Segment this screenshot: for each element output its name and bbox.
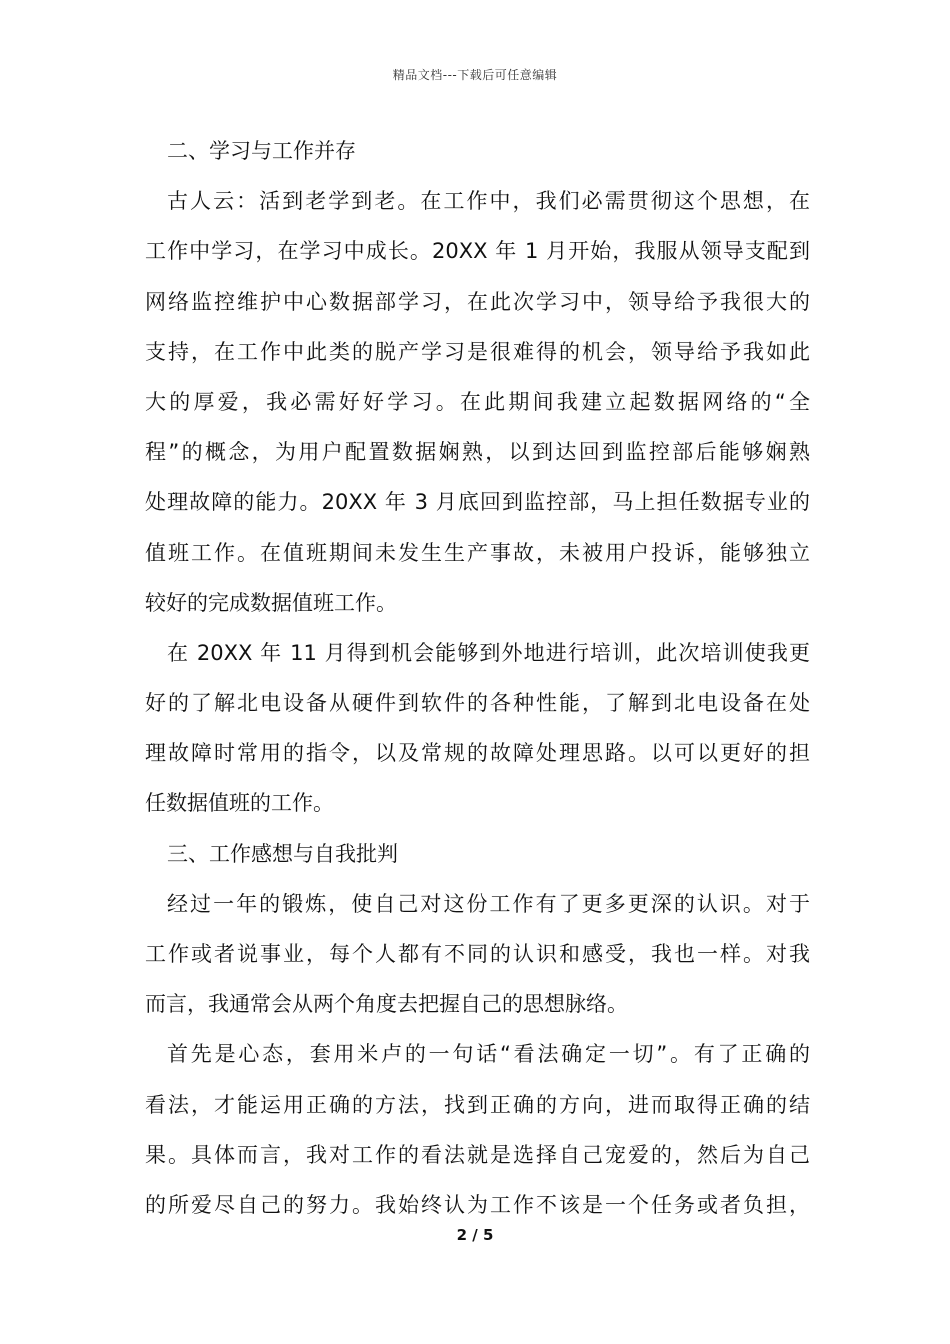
text-line: 工作中学习，在学习中成长。20XX 年 1 月开始，我服从领导支配到: [145, 239, 810, 264]
text-line: 首先是心态，套用米卢的一句话“看法确定一切”。有了正确的: [167, 1042, 810, 1067]
text-line: 较好的完成数据值班工作。: [145, 590, 397, 615]
text-line: 古人云：活到老学到老。在工作中，我们必需贯彻这个思想，在: [167, 189, 810, 214]
text-line: 二、学习与工作并存: [167, 139, 356, 163]
document-body: [145, 126, 810, 1230]
page-header: 精品文档---下载后可任意编辑: [392, 68, 558, 82]
text-line: 看法，才能运用正确的方法，找到正确的方向，进而取得正确的结: [145, 1092, 810, 1117]
text-line: 工作或者说事业，每个人都有不同的认识和感受，我也一样。对我: [145, 942, 810, 966]
text-line: 大的厚爱，我必需好好学习。在此期间我建立起数据网络的“全: [145, 389, 810, 414]
text-line: 理故障时常用的指令，以及常规的故障处理思路。以可以更好的担: [145, 741, 810, 766]
text-line: 三、工作感想与自我批判: [167, 841, 398, 866]
text-line: 处理故障的能力。20XX 年 3 月底回到监控部，马上担任数据专业的: [145, 490, 810, 515]
text-line: 经过一年的锻炼，使自己对这份工作有了更多更深的认识。对于: [167, 891, 810, 916]
text-line: 在 20XX 年 11 月得到机会能够到外地进行培训，此次培训使我更: [167, 640, 810, 665]
text-line: 网络监控维护中心数据部学习，在此次学习中，领导给予我很大的: [145, 289, 810, 314]
page-number: 2 / 5: [456, 1226, 494, 1244]
text-line: 好的了解北电设备从硬件到软件的各种性能，了解到北电设备在处: [145, 691, 810, 716]
text-line: 的所爱尽自己的努力。我始终认为工作不该是一个任务或者负担，: [145, 1192, 810, 1217]
text-line: 任数据值班的工作。: [145, 791, 334, 816]
text-line: 而言，我通常会从两个角度去把握自己的思想脉络。: [145, 992, 628, 1017]
text-line: 支持，在工作中此类的脱产学习是很难得的机会，领导给予我如此: [145, 339, 810, 364]
text-line: 值班工作。在值班期间未发生生产事故，未被用户投诉，能够独立: [145, 540, 810, 565]
text-line: 程”的概念，为用户配置数据娴熟，以到达回到监控部后能够娴熟: [145, 440, 810, 465]
text-line: 果。具体而言，我对工作的看法就是选择自己宠爱的，然后为自己: [145, 1142, 810, 1167]
